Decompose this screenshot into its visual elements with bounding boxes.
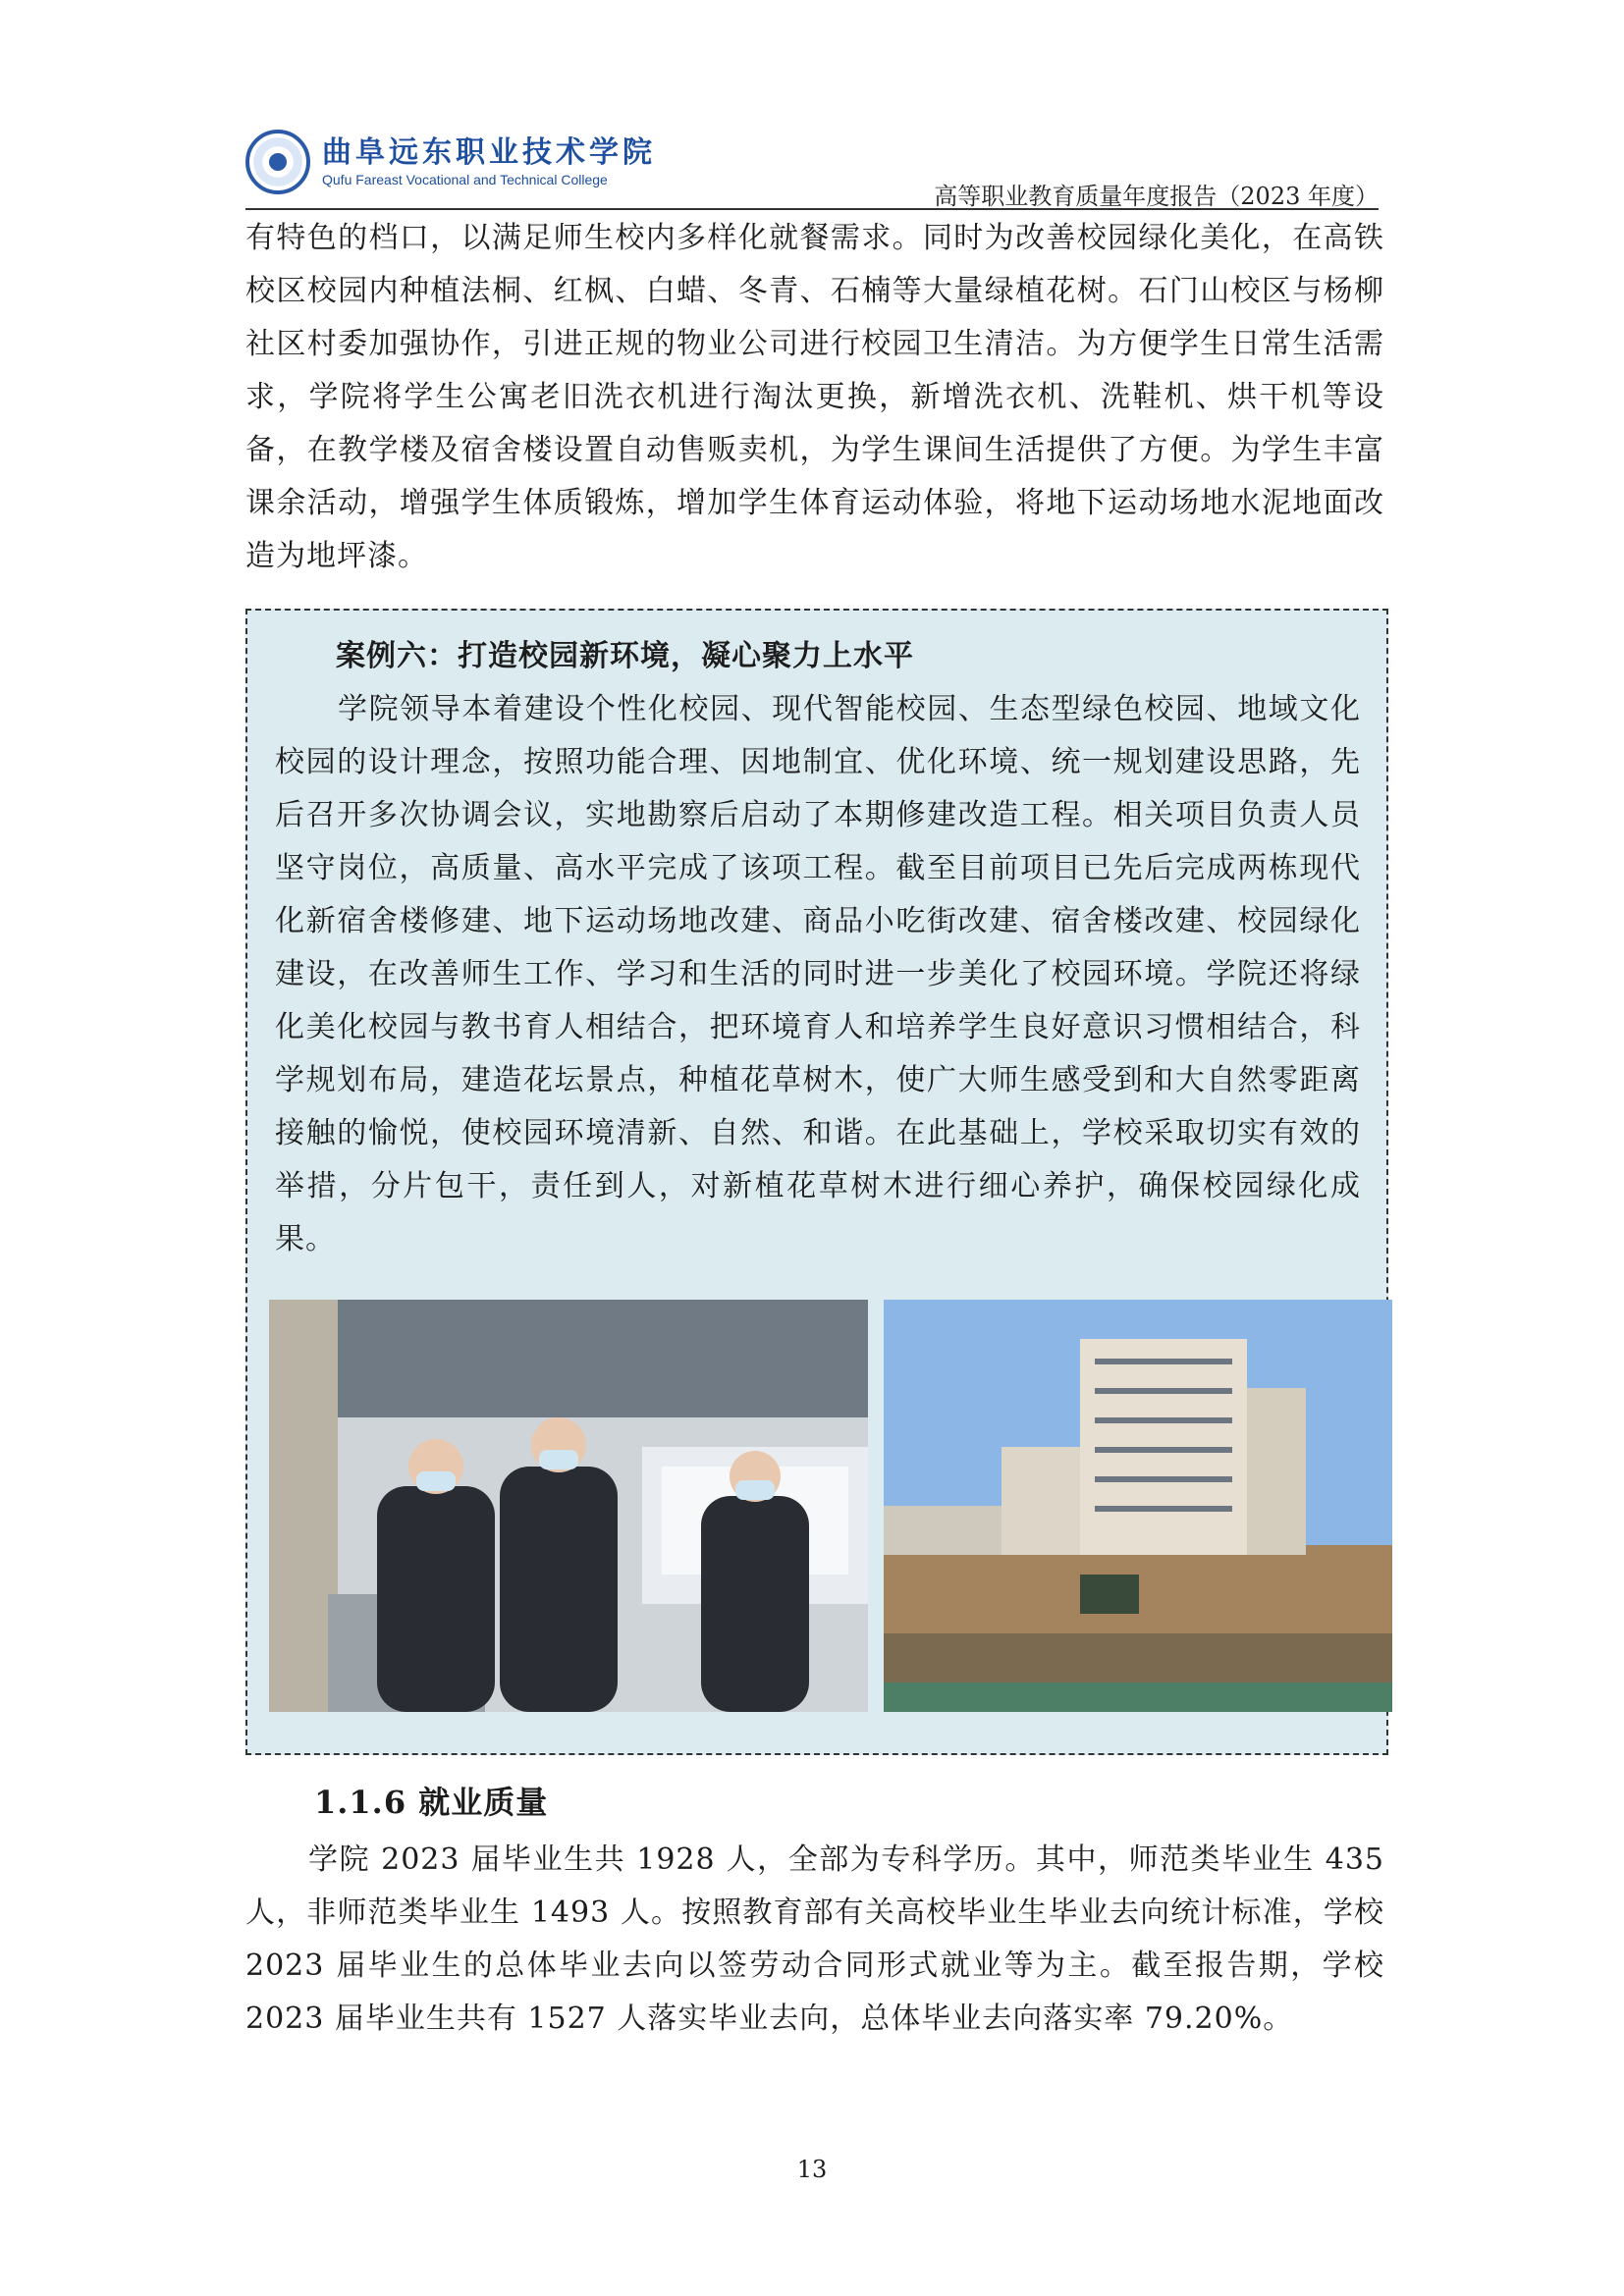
section-paragraph: 学院 2023 届毕业生共 1928 人，全部为专科学历。其中，师范类毕业生 435 人，非师范类毕业生 1493 人。按照教育部有关高校毕业生毕业去向统计标准，学校 2023 届毕业生的总体毕业去向以签劳动合同形式就业等为主。截至报告期，学校 2023 届毕业生共有 1527 人落实毕业去向，总体毕业去向落实率 79.20%。 bbox=[245, 1842, 1384, 2036]
school-name-en: Qufu Fareast Vocational and Technical College bbox=[322, 172, 608, 187]
school-logo bbox=[245, 130, 656, 194]
page-number: 13 bbox=[796, 2156, 828, 2183]
cafeteria-photo bbox=[269, 1300, 868, 1712]
school-name-cn: 曲阜远东职业技术学院 bbox=[322, 135, 656, 170]
report-title: 高等职业教育质量年度报告（2023 年度） bbox=[934, 183, 1379, 210]
school-emblem-icon bbox=[245, 130, 310, 194]
page-header bbox=[0, 0, 1624, 210]
section-heading: 1.1.6 就业质量 bbox=[314, 1784, 549, 1821]
paragraph-top: 有特色的档口，以满足师生校内多样化就餐需求。同时为改善校园绿化美化，在高铁校区校园内种植法桐、红枫、白蜡、冬青、石楠等大量绿植花树。石门山校区与杨柳社区村委加强协作，引进正规的物业公司进行校园卫生清洁。为方便学生日常生活需求，学院将学生公寓老旧洗衣机进行淘汰更换，新增洗衣机、洗鞋机、烘干机等设备，在教学楼及宿舍楼设置自动售贩卖机，为学生课间生活提供了方便。为学生丰富课余活动，增强学生体质锻炼，增加学生体育运动体验，将地下运动场地水泥地面改造为地坪漆。 bbox=[245, 221, 1384, 573]
case-box bbox=[245, 609, 1388, 1755]
case-body: 学院领导本着建设个性化校园、现代智能校园、生态型绿色校园、地域文化校园的设计理念，按照功能合理、因地制宜、优化环境、统一规划建设思路，先后召开多次协调会议，实地勘察后启动了本期修建改造工程。相关项目负责人员坚守岗位，高质量、高水平完成了该项工程。截至目前项目已先后完成两栋现代化新宿舍楼修建、地下运动场地改建、商品小吃街改建、宿舍楼改建、校园绿化建设，在改善师生工作、学习和生活的同时进一步美化了校园环境。学院还将绿化美化校园与教书育人相结合，把环境育人和培养学生良好意识习惯相结合，科学规划布局，建造花坛景点，种植花草树木，使广大师生感受到和大自然零距离接触的愉悦，使校园环境清新、自然、和谐。在此基础上，学校采取切实有效的举措，分片包干，责任到人，对新植花草树木进行细心养护，确保校园绿化成果。 bbox=[275, 692, 1361, 1256]
dormitory-construction-photo bbox=[884, 1300, 1392, 1712]
case-title: 案例六：打造校园新环境，凝心聚力上水平 bbox=[336, 639, 914, 673]
header-divider bbox=[245, 208, 1379, 210]
